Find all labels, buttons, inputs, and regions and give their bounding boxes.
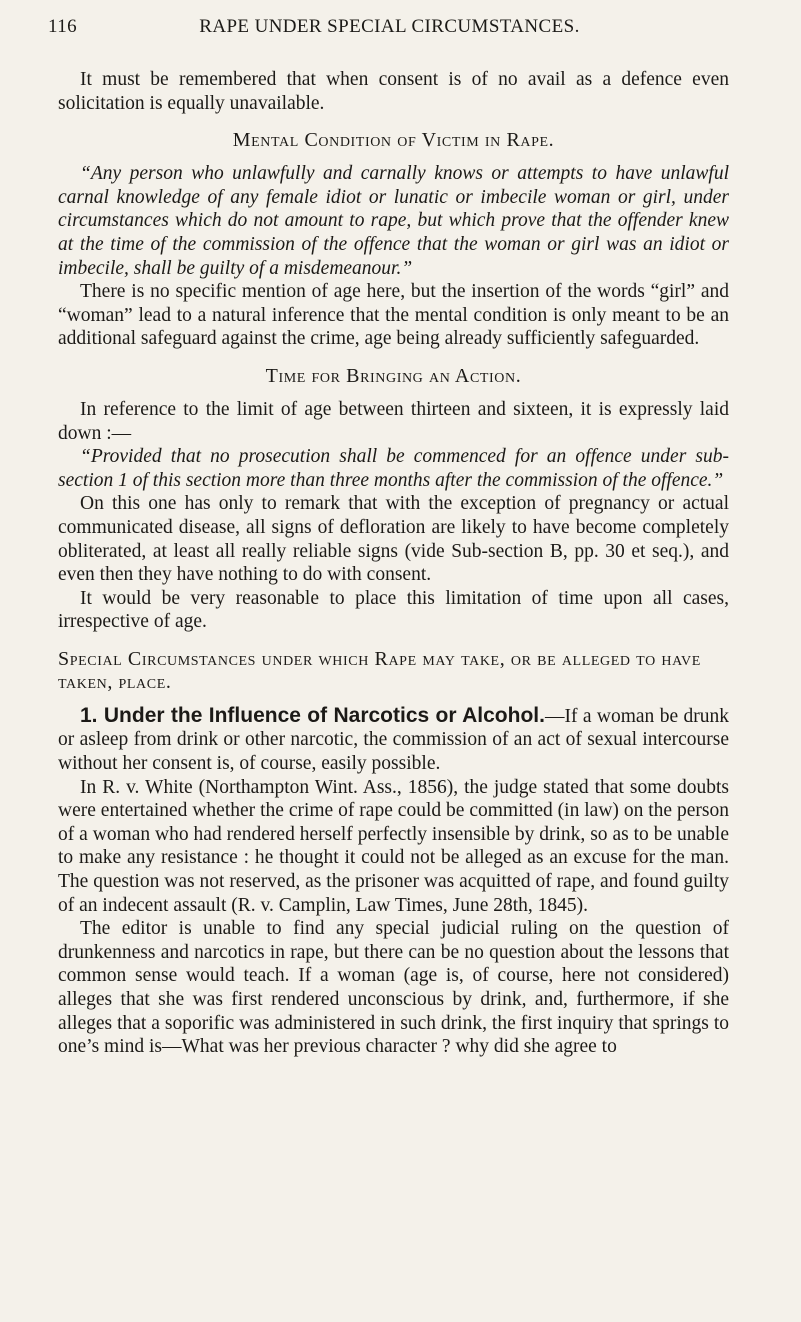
paragraph-narcotics-text: —If a woman be drunk or asleep from drink or other narcotic, the commission of an act of sexual intercourse without her consent is, of course, easily possible. <box>58 705 729 775</box>
paragraph-age-limit: In reference to the limit of age between thirteen and sixteen, it is expressly laid down :— <box>58 398 729 444</box>
heading-special-circumstances: Special Circumstances under which Rape may take, or be alleged to have taken, place. <box>58 647 701 693</box>
page-body <box>58 68 729 1059</box>
statute-quote-prosecution <box>58 445 729 492</box>
running-title: RAPE UNDER SPECIAL CIRCUMSTANCES. <box>199 16 580 37</box>
paragraph-consent: It must be remembered that when consent is of no avail as a defence even solicitation is equally unavailable. <box>58 69 729 114</box>
paragraph-editor: The editor is unable to find any special judicial ruling on the question of drunkenness and narcotics in rape, but there can be no question about the lessons that common sense would teach. If a woman (age is, of course, here not considered) alleges that she was first rendered unconscious by drink, and, furthermore, if she alleges that a soporific was administered in such drink, the first inquiry that springs to one’s mind is—What was her previous character ? why did she agree to <box>58 918 729 1058</box>
section-lead: 1. Under the Influence of Narcotics or Alcohol. <box>80 703 545 727</box>
page-number: 116 <box>48 16 77 37</box>
paragraph-narcotics <box>58 704 729 776</box>
heading-time-for-action: Time for Bringing an Action. <box>265 364 522 387</box>
running-head <box>48 16 731 44</box>
statute-quote-idiot <box>58 162 729 280</box>
paragraph-age-mention: There is no specific mention of age here, but the insertion of the words “girl” and “woman” lead to a natural inference that the mental condition is only meant to be an additional safeguard against the crime, age being already sufficiently safeguarded. <box>58 281 729 350</box>
paragraph-limitation: It would be very reasonable to place this limitation of time upon all cases, irrespective of age. <box>58 587 729 633</box>
statute-quote-text: “Any person who unlawfully and carnally knows or attempts to have unlawful carnal knowledge of any female idiot or lunatic or imbecile woman or girl, under circumstances which do not amount to rape, but which prove that the offender knew at the time of the commission of the offence that the woman or girl was an idiot or imbecile, shall be guilty of a misdemeanour.” <box>58 163 729 279</box>
paragraph-r-v-white: In R. v. White (Northampton Wint. Ass., 1856), the judge stated that some doubts were entertained whether the crime of rape could be committed (in law) on the person of a woman who had rendered herself perfectly insensible by drink, so as to be unable to make any resistance : he thought it could not be alleged as an excuse for the man. The question was not reserved, as the prisoner was acquitted of rape, and found guilty of an indecent assault (R. v. Camplin, Law Times, June 28th, 1845). <box>58 776 729 916</box>
heading-mental-condition: Mental Condition of Victim in Rape. <box>232 129 555 152</box>
paragraph-defloration: On this one has only to remark that with the exception of pregnancy or actual communicated disease, all signs of defloration are likely to have become completely obliterated, at least all really reliable signs (vide Sub-section B, pp. 30 et seq.), and even then they have nothing to do with consent. <box>58 493 729 586</box>
statute-quote-text: “Provided that no prosecution shall be commenced for an offence under sub-section 1 of this section more than three months after the commission of the offence.” <box>58 446 729 491</box>
